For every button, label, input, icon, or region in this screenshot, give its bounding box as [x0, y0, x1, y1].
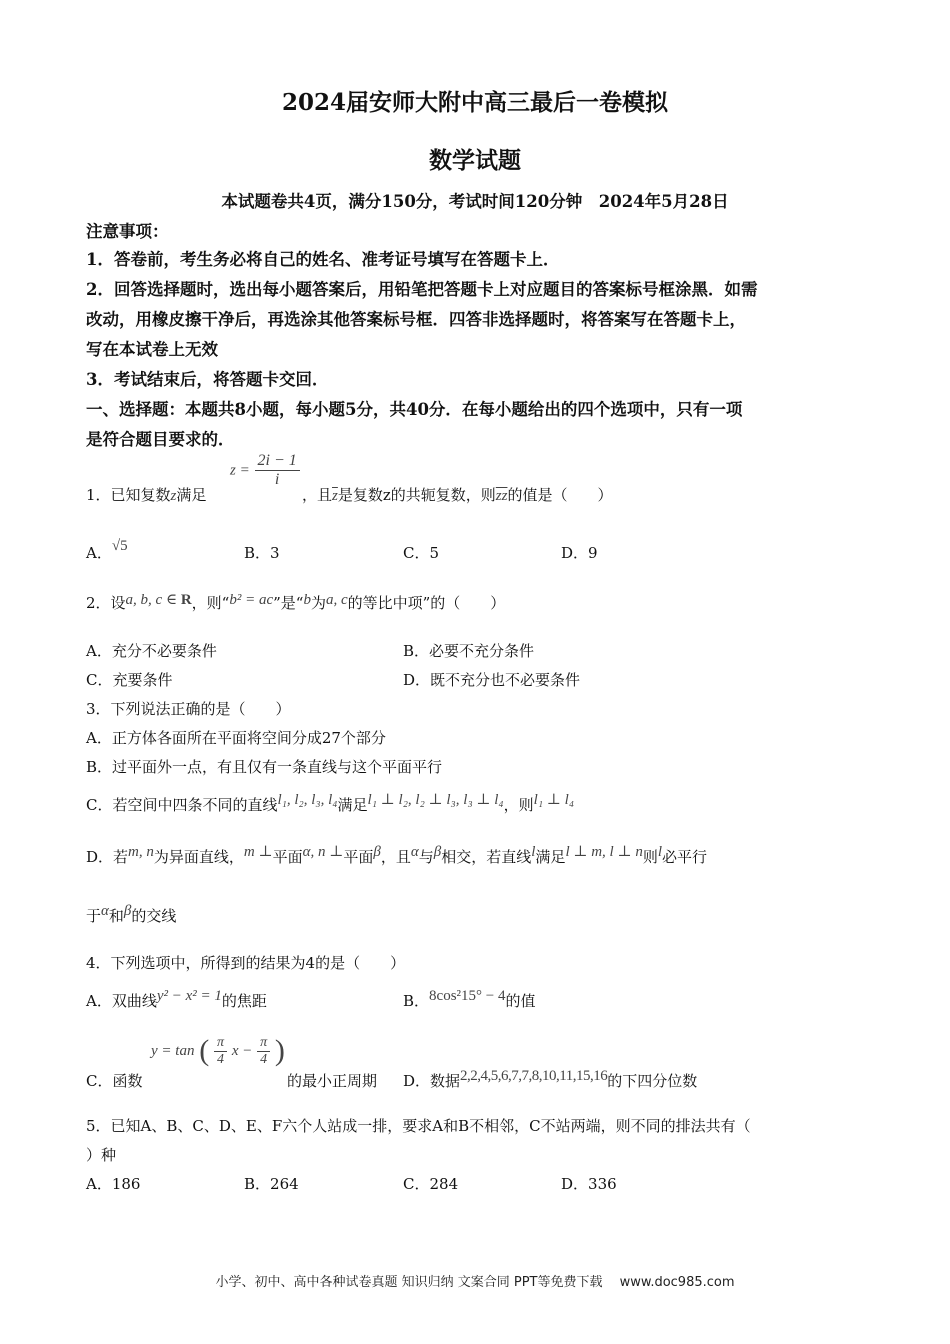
exam-title: 2024届安师大附中高三最后一卷模拟 [281, 89, 668, 116]
question-4-option-c-suffix: 的最小正周期 [287, 1072, 378, 1090]
question-2-option-c: C．充要条件 [86, 671, 173, 689]
question-3-option-c: C．若空间中四条不同的直线l₁, l₂, l₃, l₄满足l₁ ⊥ l₂, l₂ ⊥ l₃, l₃ ⊥ l₄，则l₁ ⊥ l₄ [86, 792, 575, 814]
question-1-stem: 1．已知复数z满足 [86, 486, 207, 504]
notice-item-2-line-3: 写在本试卷上无效 [86, 340, 218, 359]
question-3-option-d-line-2: 于α和β的交线 [86, 903, 177, 925]
exam-info: 本试题卷共4页，满分150分，考试时间120分钟 2024年5月28日 [221, 192, 729, 211]
question-5-option-a: A．186 [86, 1175, 141, 1193]
question-4-option-a: A．双曲线y² − x² = 1的焦距 [86, 988, 267, 1010]
question-5-option-b: B．264 [244, 1175, 299, 1193]
exam-subtitle: 数学试题 [429, 147, 521, 174]
question-4-stem: 4．下列选项中，所得到的结果为4的是（ ） [86, 954, 406, 972]
question-1-option-a: A．√5 [86, 538, 128, 562]
question-2-option-d: D．既不充分也不必要条件 [403, 671, 581, 689]
question-4-option-c-label: C．函数 [86, 1072, 143, 1090]
notice-item-1: 1．答卷前，考生务必将自己的姓名、准考证号填写在答题卡上． [86, 250, 560, 269]
question-1-formula: z = $\frac{2i - 1}{i}$ [230, 452, 300, 489]
section-heading-line-2: 是符合题目要求的． [86, 430, 235, 449]
question-3-option-a: A．正方体各面所在平面将空间分成27个部分 [86, 729, 386, 747]
question-2-stem: 2．设a, b, c ∈ R，则“b² = ac”是“b为a, c的等比中项”的（ ） [86, 592, 506, 612]
question-2-option-a: A．充分不必要条件 [86, 642, 217, 660]
question-1-option-b: B．3 [244, 544, 280, 562]
question-5-stem-line-1: 5．已知A、B、C、D、E、F六个人站成一排，要求A和B不相邻，C不站两端，则不同的排法共有（ [86, 1117, 751, 1135]
page-footer: 小学、初中、高中各种试卷真题 知识归纳 文案合同 PPT等免费下载 www.doc985.com [215, 1275, 735, 1290]
notice-item-2-line-1: 2．回答选择题时，选出每小题答案后，用铅笔把答题卡上对应题目的答案标号框涂黑．如需 [86, 280, 758, 299]
question-4-option-b: B．8cos²15° − 4的值 [403, 988, 536, 1010]
question-2-option-b: B．必要不充分条件 [403, 642, 535, 660]
question-5-option-d: D．336 [561, 1175, 617, 1193]
question-1-option-c: C．5 [403, 544, 440, 562]
section-heading-line-1: 一、选择题：本题共8小题，每小题5分，共40分．在每小题给出的四个选项中，只有一项 [86, 400, 743, 419]
question-5-stem-line-2: ）种 [86, 1146, 117, 1164]
question-3-stem: 3．下列说法正确的是（ ） [86, 700, 291, 718]
question-1-option-d: D．9 [561, 544, 598, 562]
question-3-option-d-line-1: D．若m, n为异面直线，m ⊥平面α, n ⊥平面β，且α与β相交，若直线l满足l ⊥ m, l ⊥ n则l必平行 [86, 844, 708, 866]
question-1-stem-continued: ，且$\overline{z}$是复数z的共轭复数，则$\overline{zz}$的值是（ ） [302, 486, 613, 504]
question-5-option-c: C．284 [403, 1175, 459, 1193]
notice-item-2-line-2: 改动，用橡皮擦干净后，再选涂其他答案标号框．四答非选择题时，将答案写在答题卡上， [86, 310, 746, 329]
question-3-option-b: B．过平面外一点，有且仅有一条直线与这个平面平行 [86, 758, 443, 776]
notice-heading: 注意事项： [86, 222, 169, 241]
question-4-option-d: D．数据2,2,4,5,6,7,7,8,10,11,15,16的下四分位数 [403, 1068, 698, 1090]
notice-item-3: 3．考试结束后，将答题卡交回． [86, 370, 329, 389]
question-4-option-c-formula: y = tan ( $\frac{\pi}{4}$ x − $\frac{\pi}{4}$ ) [151, 1034, 285, 1067]
